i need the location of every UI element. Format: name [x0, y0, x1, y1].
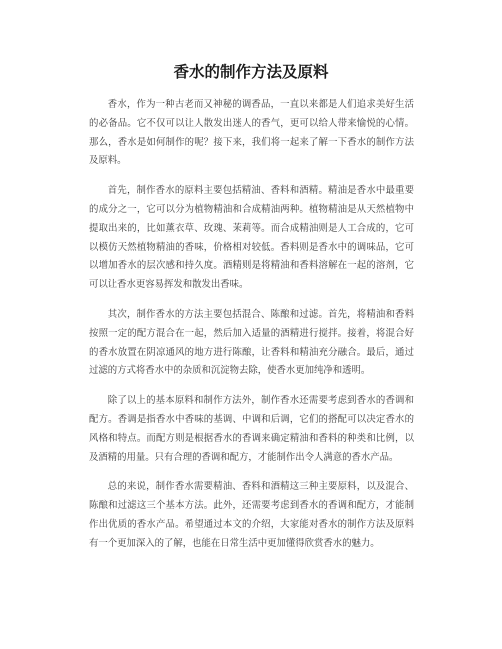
paragraph-ingredients: 首先，制作香水的原料主要包括精油、香料和酒精。精油是香水中最重要的成分之一，它可以分为植物精油和合成精油两种。植物精油是从天然植物中提取出来的，比如薰衣草、玫瑰、茉莉等。而合成精油则是人工合成的，它可以模仿天然植物精油的香味，价格相对较低。香料则是香水中的调味品，它可以增加香水的层次感和持久度。酒精则是将精油和香料溶解在一起的溶剂，它可以让香水更容易挥发和散发出香味。 [89, 185, 414, 291]
paragraph-conclusion: 总的来说，制作香水需要精油、香料和酒精这三种主要原料，以及混合、陈酿和过滤这三个基本方法。此外，还需要考虑到香水的香调和配方，才能制作出优质的香水产品。希望通过本文的介绍，大家能对香水的制作方法及原料有一个更加深入的了解，也能在日常生活中更加懂得欣赏香水的魅力。 [89, 481, 414, 549]
document-body [89, 96, 414, 565]
paragraph-notes-formula: 除了以上的基本原料和制作方法外，制作香水还需要考虑到香水的香调和配方。香调是指香水中香味的基调、中调和后调，它们的搭配可以决定香水的风格和特点。而配方则是根据香水的香调来确定精油和香料的种类和比例，以及酒精的用量。只有合理的香调和配方，才能制作出令人满意的香水产品。 [89, 395, 414, 463]
paragraph-intro: 香水，作为一种古老而又神秘的调香品，一直以来都是人们追求美好生活的必备品。它不仅可以让人散发出迷人的香气，更可以给人带来愉悦的心情。那么，香水是如何制作的呢？接下来，我们将一起来了解一下香水的制作方法及原料。 [89, 99, 414, 167]
paragraph-methods: 其次，制作香水的方法主要包括混合、陈酿和过滤。首先，将精油和香料按照一定的配方混合在一起，然后加入适量的酒精进行搅拌。接着，将混合好的香水放置在阴凉通风的地方进行陈酿，让香料和精油充分融合。最后，通过过滤的方式将香水中的杂质和沉淀物去除，使香水更加纯净和透明。 [89, 308, 414, 377]
document-title: 香水的制作方法及原料 [173, 63, 329, 81]
